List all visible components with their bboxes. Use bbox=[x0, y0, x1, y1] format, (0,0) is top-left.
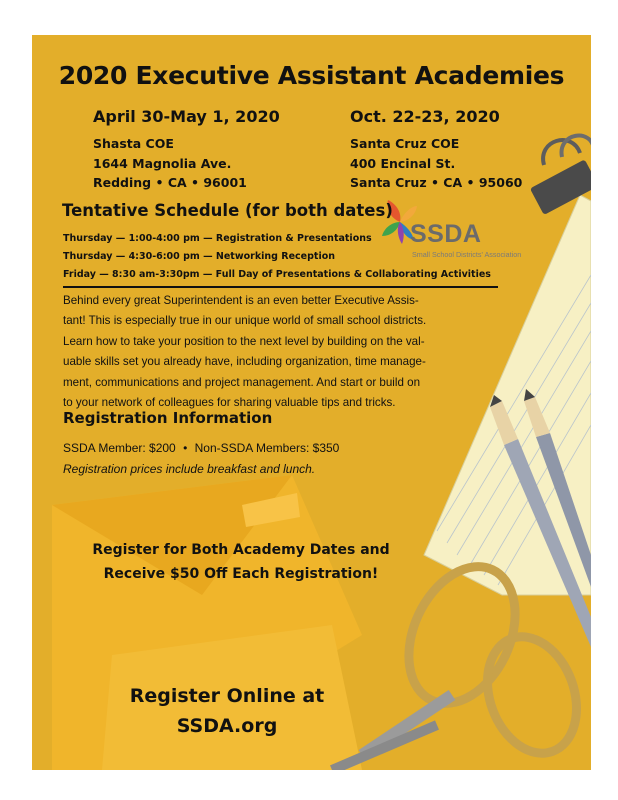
price-separator: • bbox=[183, 441, 188, 455]
schedule-row: Thursday — 1:00-4:00 pm — Registration & Presentations bbox=[63, 233, 372, 244]
schedule-list bbox=[63, 233, 491, 287]
description-line: Learn how to take your position to the next level by building on the val- bbox=[63, 334, 425, 348]
description-line: tant! This is especially true in our unique world of small school districts. bbox=[63, 314, 427, 328]
promo-line: Receive $50 Off Each Registration! bbox=[103, 566, 379, 582]
online-url-link[interactable]: SSDA.org bbox=[176, 715, 278, 737]
event-address bbox=[350, 134, 522, 193]
registration-note: Registration prices include breakfast and lunch. bbox=[63, 462, 316, 476]
event-street: 400 Encinal St. bbox=[350, 155, 456, 171]
event-date: April 30-May 1, 2020 bbox=[93, 107, 280, 126]
event-city: Santa Cruz • CA • 95060 bbox=[350, 175, 523, 190]
divider bbox=[63, 286, 498, 288]
event-venue: Shasta COE bbox=[93, 136, 174, 151]
schedule-row: Thursday — 4:30-6:00 pm — Networking Reception bbox=[63, 251, 335, 262]
nonmember-price: Non-SSDA Members: $350 bbox=[194, 441, 340, 455]
event-address bbox=[93, 134, 280, 193]
event-venue: Santa Cruz COE bbox=[350, 136, 460, 151]
promo-line: Register for Both Academy Dates and bbox=[92, 542, 390, 558]
member-price: SSDA Member: $200 bbox=[63, 441, 176, 455]
logo-text: SSDA bbox=[410, 220, 482, 248]
registration-heading: Registration Information bbox=[63, 409, 273, 427]
online-line: Register Online at bbox=[129, 685, 325, 707]
registration-prices bbox=[63, 441, 339, 455]
description-paragraph bbox=[63, 291, 426, 413]
event-city: Redding • CA • 96001 bbox=[93, 175, 247, 190]
event-shasta bbox=[93, 107, 280, 193]
flyer bbox=[32, 35, 591, 770]
logo-tagline: Small School Districts' Association bbox=[412, 250, 522, 259]
page-title: 2020 Executive Assistant Academies bbox=[58, 61, 565, 90]
event-street: 1644 Magnolia Ave. bbox=[93, 155, 232, 171]
description-line: Behind every great Superintendent is an even better Executive Assis- bbox=[63, 294, 419, 307]
promo-callout bbox=[72, 538, 410, 586]
schedule-heading: Tentative Schedule (for both dates) bbox=[62, 201, 393, 220]
schedule-row: Friday — 8:30 am-3:30pm — Full Day of Presentations & Collaborating Activities bbox=[63, 269, 491, 280]
register-online-callout bbox=[102, 681, 352, 741]
description-line: uable skills set you already have, including organization, time manage- bbox=[63, 355, 426, 369]
description-line: ment, communications and project management. And start or build on bbox=[63, 375, 421, 389]
description-line: to your network of colleagues for sharing valuable tips and tricks. bbox=[63, 396, 396, 410]
event-santa-cruz bbox=[350, 107, 522, 193]
event-date: Oct. 22-23, 2020 bbox=[350, 107, 500, 126]
